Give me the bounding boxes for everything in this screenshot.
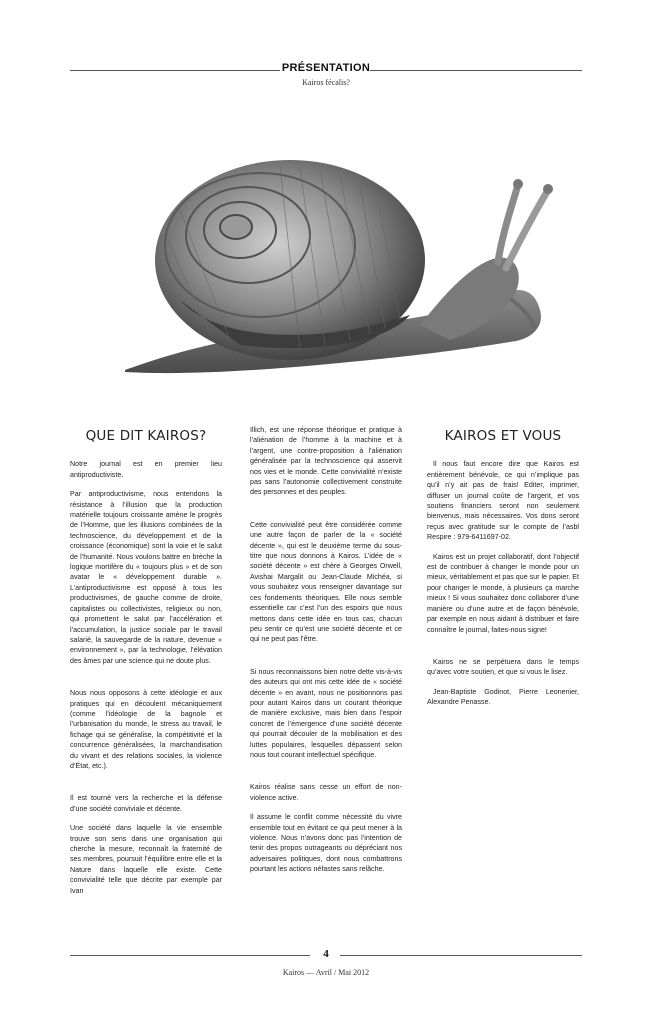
- heading-que-dit-kairos: QUE DIT KAIROS?: [85, 428, 207, 444]
- paragraph: Nous nous opposons à cette idéologie et aux pratiques qui en découlent mécaniquement (comme l’idéologie de la bagnole et l’urbanisation du monde, le stress au travail, le fichage qui se généralise, la compétitivité et la concurrence généralisées, la marchandisation du vivant et des relations sociales, la violence d’État, etc.).: [70, 689, 222, 770]
- paragraph: Une société dans laquelle la vie ensemble trouve son sens dans une organisation qui cherche la mesure, reconnaît la fraternité de ses membres, poursuit l’équilibre entre elle et la Nature dans laquelle elle existe. Cette convivialité telle que décrite par exemple par Ivan: [70, 824, 222, 895]
- paragraph: Kairos réalise sans cesse un effort de non-violence active.: [250, 783, 402, 802]
- paragraph: Il assume le conflit comme nécessité du vivre ensemble tout en évitant ce qui peut mener à la violence. Nous n’avons donc pas l’intention de tenir des propos outrageants ou dépréciant nos adversaires politiques, dont nous combattrons pourtant les actions néfastes sans relâche.: [250, 813, 402, 874]
- paragraph: Kairos est un projet collaboratif, dont l’objectif est de contribuer à changer le monde pour un mieux, véritablement et pas que sur le papier. Et pour changer le monde, à plusieurs ça marche mieux ! Si vous souhaitez donc collaborer d’une manière ou d’une autre et de façon bénévole, par exemple en nous aidant à distribuer et faire connaître le journal, faites-nous signe!: [427, 552, 579, 634]
- page-number: 4: [323, 948, 329, 960]
- column-right: [427, 425, 579, 717]
- paragraph: Par antiproductivisme, nous entendons la résistance à l’illusion que la production matérielle toujours croissante amène le progrès de l’Homme, que les illusions combinées de la technoscience, du développement et de la croissance (économique) sont la voie et le salut de l’humanité. Nous voulons battre en brèche la logique mortifère du « toujours plus » et de son avatar le « développement durable ». L’antiproductivisme est opposé à tous les productivismes, de gauche comme de droite, capitalistes ou collectivistes, religieux ou non, qui promettent le salut par l’accélération et l’accumulation, la justice sociale par le travail salarié, la sauvegarde de la nature, devenue « environnement », par la technologie, l’élévation des âmes par une science qui ne doute plus.: [70, 490, 222, 665]
- column-left: [70, 425, 222, 905]
- column-middle: [250, 425, 402, 884]
- paragraph: Si nous reconnaissons bien notre dette vis-à-vis des auteurs qui ont mis cette idée de « société décente » en avant, nous ne positionnons pas pour autant Kairos dans un courant théorique de manière exclusive, mais bien dans l’espoir concret de l’émergence d’une société décente qui pourrait découler de la mobilisation et des luttes populaires, lesquelles dépassent selon nous tout courant intellectuel spécifique.: [250, 667, 402, 759]
- paragraph: Il est tourné vers la recherche et la défense d’une société conviviale et décente.: [70, 794, 222, 813]
- paragraph: Notre journal est en premier lieu antiproductiviste.: [70, 460, 222, 479]
- paragraph: Kairos ne se perpétuera dans le temps qu’avec votre soutien, et que si vous le lisez.: [427, 657, 579, 677]
- paragraph: Il nous faut encore dire que Kairos est entièrement bénévole, ce qui n’implique pas qu’il n’y ait pas de frais! Editer, imprimer, diffuser un journal coûte de l’argent, et vos soutiens financiers seront non seulement bienvenus, mais nécessaires. Vos dons seront reçus avec gratitude sur le compte de l’asbl Respire : 979-6411697-02.: [427, 460, 579, 542]
- signature-authors: Jean-Baptiste Godinot, Pierre Leonenier, Alexandre Penasse.: [427, 687, 579, 707]
- paragraph: Illich, est une réponse théorique et pratique à l’aliénation de l’homme à la machine et à l’argent, une contre-proposition à l’aliénation généralisée par la technoscience qui asservit nos vies et le monde. Cette convivialité n’existe pas sans l’autonomie collectivement construite des personnes et des peuples.: [250, 426, 402, 497]
- snail-image: [120, 150, 570, 400]
- paragraph: Cette convivialité peut être considérée comme une autre façon de parler de la « société décente », qui est le deuxième terme du sous-titre que nous donnons à Kairos. L’idée de « société décente » est chère à Georges Orwell, Avishai Margalit ou Jean-Claude Michéa, si vous souhaitez vous renseigner davantage sur ces fondements théoriques. Elle nous semble essentielle car c’est l’un des espoirs que nous mettons dans cette idée en tous cas, chacun peu sentir ce qu’est une société décente et ce qui ne peut pas l’être.: [250, 520, 402, 644]
- heading-kairos-et-vous: KAIROS ET VOUS: [444, 428, 562, 444]
- section-subtitle: Kairos fécalis?: [302, 78, 350, 87]
- section-title: PRÉSENTATION: [281, 62, 371, 74]
- footer-issue: Kairos — Avril / Mai 2012: [282, 968, 370, 977]
